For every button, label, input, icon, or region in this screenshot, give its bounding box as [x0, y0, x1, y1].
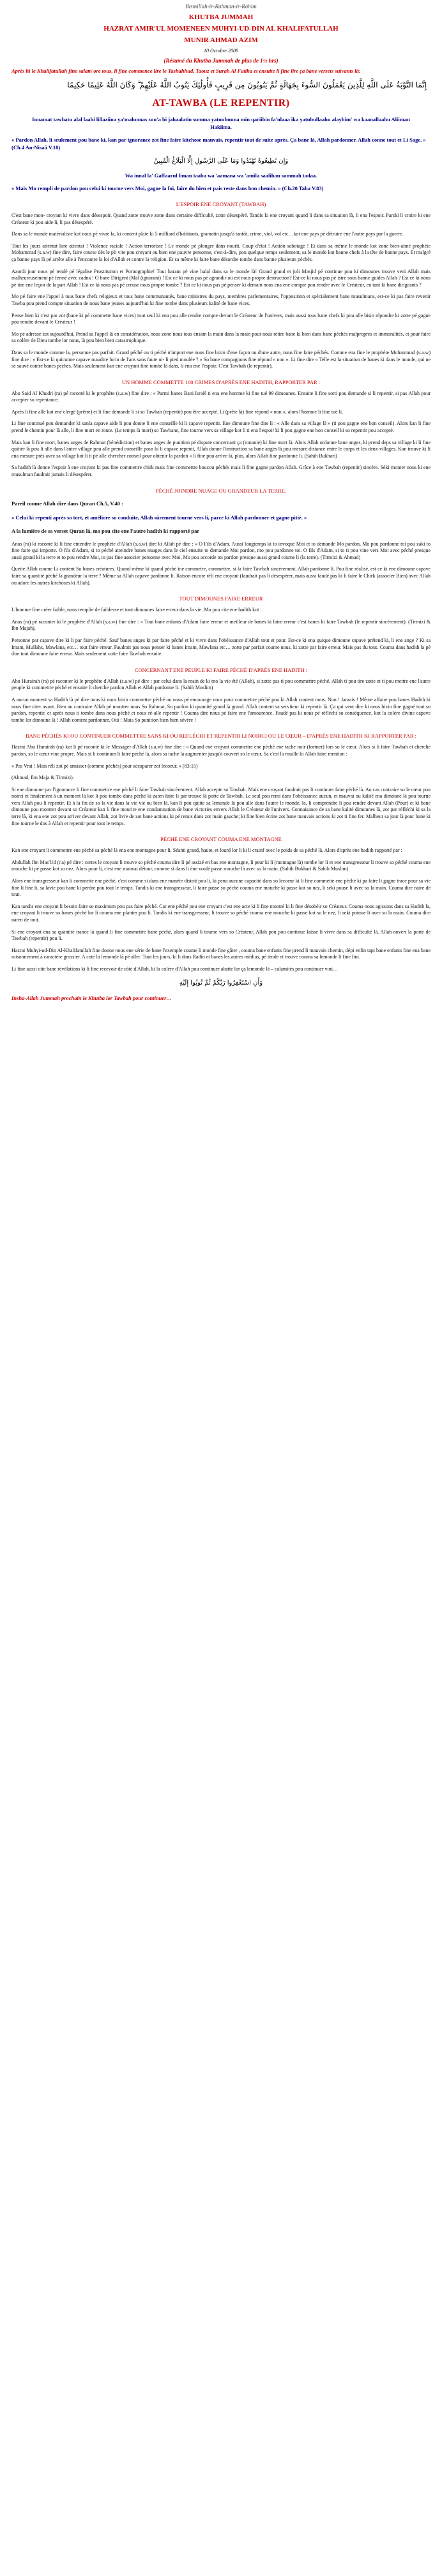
translation-quote-2: « Mais Mo rempli de pardon pou celui ki tourne vers Moi, gagne la foi, faire du bien et pais reste dans bon chemin. » (Ch.20 Taha V.83) [11, 185, 324, 191]
paragraph: Abdullah Ibn Mas'Ud (r.a) pé dire : certes le croyant li trouve so péché couma dire li pé assizé en bas ene montagne, li peur ki li (montagne là) tombe lor li et ene transgresseur li trouve so péché couma ene mouche ki pé passe kot so nez. Alors pour li, c'est ene mauvai détour, comme si dans li ène voulé passe mouche là avec so la main. (Sahih Bukhari & Sahih Muslim). [11, 859, 431, 872]
paragraph: Mo pé adresse zot aujourd'hui. Prend sa l'appel là en considération, nous zone nous tous ensam la main dans la main pour nous retire bane ki bien dans bane péchés malpropres et immoralités, et pour faire sa colère de Dieu tombe lor nous, là pou bien bien catastrophique. [11, 331, 431, 344]
paragraph: Mais kan li fine mort, banes anges de Rahmat (bénédiction) et banes anges de punition pé dispute concernant ça (ronanie) ki fine mort là. Alors Allah ordonne bane anges, ki prend deps sa village ki li fine quitter là pou li alle dans l'autre village pou alle prend conseille pour ki li capave repenti, Allah donne l'instruction sa bane anges là pou mesure distance entre le corps et les deux villages. Kan trouve ki li ena mesure près avec sa village kot li ti pé alle chercher conseil pour obtenir la pardon « li fine pou arrive là, plus, alors Allah fine pardonne li. (Sahih Bukhari) [11, 439, 431, 459]
closing-note: Insha-Allah Jummah prochain le Khutba lor Tawbah pour continuer… [11, 994, 172, 1001]
paragraph: Anas (ra) ki raconté ki li fine entendre le prophète d'Allah (s.a.w) dire ki Allah pé dire : « O Fils d'Adam. Aussi longtemps ki to invoque Moi et to demande Mo pardon, Mo pou pardonne toi pou zaki to fine faire qui importe. O fils d'Adam, si to péché atteindre banes nuages dans le ciel ensuite to demande Moi pardon, mo pou pardonne toi. O fils d'Adam, si to ti pou vine vers Moi avec péché presque aussi grand ki la terre et to pou rendre Moi, to pas fine associer personne avec Moi, Mo pou accorde toi pardon presque aussi grand coume li (la terre). (Tirmizi & Ahmad) [11, 540, 431, 560]
document-page [9, 0, 433, 1001]
hadith-intro: A la lumière de sa verset Quran là, mo pou cite ene l'autre hadith ki rapporté par [11, 527, 200, 534]
paragraph: Dans sa le monde matérialiste kot nous pé vivre la, ki content plaie ki 5 milliard d'habitants, gramatin jusqu'à tantôt, crime, viol, vol etc…kot ene pays pé détruire ene l'autre pays par la guerre. [11, 231, 404, 237]
paragraph: Si ene croyant ena sa quantité trance là quand li fine commettre bane péché, alors quand li tourne vers so Créateur, Allah pou pou continue laisse li vivre dans sa difficulté là. Allah ouvert la porte de Tawbah (repentir) pou li. [11, 928, 431, 942]
paragraph: L'homme fine créer faible, nous remplie de faiblesse et tout dimounes faire erreur dans la vie. Mo pou cite ene hadith kot : [11, 607, 262, 613]
paragraph: Personne par capave dire ki li par faire péché. Sauf banes anges ki par faire péché et ki vivre dans l'obéissance d'Allah tout et pour. Est-ce ki ena quique dimoune capave prétend ki, li ene ange ? Ki sa Imam, Mullahs, Mawlana, etc… tout faire erreur. Faudrait pas nous penser ki banes Imam, Mawlana etc… zotte par parfait coume nous, ki zotte par faire erreur. Mais pas du tout. Couma dans hadith la pé dire tout dimoune faire erreur. Mais seulement zotte faire Tawbah ensuite. [11, 637, 431, 657]
section-heading-erreur: TOUT DIMOUNES FAIRE ERREUR [179, 595, 263, 602]
section-heading-coeur: BANE PÉCHÉS KI OU CONTINUER COMMETTRE SANS KI OU REFLÉCHI ET REPENTIR LI NOIRCI OU LE CŒUR – D'APRÈS ENE HADITH KI RAPPORTER PAR : [25, 733, 417, 740]
paragraph: (Ahmad, Ibn Maja & Tirmizi). [11, 775, 74, 781]
paragraph: Anas (ra) pé raconter ki le prophète d'Allah (s.a.w) fine dire : « Tout bane enfants d'Adam faire erreur et meilleur de banes ki faire erreur c'est banes ki faire Tawbah (le repentir sincèrement). (Tirmizi & Ibn Majah). [11, 618, 431, 632]
paragraph: Abu Said Al Khudri (ra) pé raconté ki le prophète (s.a.w) fine dire : « Parmi banes Bani Israël ti ena ene homme ki fine tué 99 dimounes. Ensuite li fine sorti pou demande si li repentir, si pas Allah pour accepter so repentance. [11, 390, 431, 403]
paragraph: Hazrat Abu Hurairah (ra) kot li pé raconté ki le Messager d'Allah (s.a.w) fine dire : « Quand ene croyant commettre ene péché ene tache noir (former) lors so le cœur. Alors si li faire Tawbah et cherche pardon, so le cœur vine propre. Mais si li continuer li faire péché là, alors sa tache là augmenter jusqu'à couvert so le cœur. Sa c'est la rouille ki Allah faire mention : [11, 744, 431, 757]
paragraph: Quette Allah coume Li content So banes créatures. Quand même ki quand péché ine commetre, commettre, si la faire Tawbah sincèrement, Allah pardonne li. Pou fine réalisé, est ce ki ene dimoune capave faire sa quantité péché la grandeur la terre ? Même sa Allah capave pardonne li. Raison encore réli ene croyant (faudrait pas li désespérer, mais aussi faudé pas ki li faire le Chirk (associer Bien) avec Allah ou adore les autres kitchoses ki Allah). [11, 566, 431, 586]
section-heading-100-crimes: UN HOMME COMMETTE 100 CRIMES D'APRÈS ENE HADITH, RAPPORTER PAR : [121, 378, 321, 385]
verse-reference: Pareil coume Allah dire dans Quran Ch.5, V.40 : [11, 500, 123, 507]
section-heading-espoir: L'ESPOIR ENE CROYANT (TAWBAH) [176, 201, 266, 207]
paragraph: Li fine continué pou demander ki sanla capave aide li pou donne li ene conseille ki li capave repentir. Ene dimoune fine dire li : « Alle dans sa village là » (ti pou gagne ene bon conseil). Alors kan li fine prend le chemin pour là alle, li fine mort en route. (Le temps là mort) so Tawbane, fine tourne vers sa village kot li ti ena l'espoir ki li pou gagne ene bon conseil ki so repentir pou accepté. [11, 421, 431, 434]
author-name: MUNIR AHMAD AZIM [184, 36, 258, 44]
paragraph: Abu Hurairah (ra) pé raconter ki le prophète d'Allah (s.a.w) pé dire : par celui dans la main de ki mo la vie été (Allah), si zotte pas ti pou commettre péché, Allah ti pou tire zotte et ti pou mettre ene l'autre peuple ki commettre péché et ensuite li cherche pardon Allah et Allah pardonne li. (Sahih Muslim) [11, 678, 431, 691]
section-heading-peche-nuage: PÉCHÉ JOINDRE NUAGE OU GRANDEUR LA TERRE. [155, 487, 287, 494]
paragraph: « Pas Vrai ! Mais réli zot pé amasser (comme péchés) pour accaparer zot lecoeur. » (83:15) [11, 763, 198, 769]
summary-label: (Résumé du Khutba Jummah de plus de 1½ hrs) [164, 57, 278, 64]
paragraph: Pense bien ki c'est par zot (bane ki pé commette bane vices) tout seul ki ena pou alle rendre compte devant le Créateur de l'univers, mais aussi tous bane chefs ki pou alle bisin répondre ki zotte pé gagne pou rendre devant le Créateur ! [11, 312, 431, 325]
khutba-title: KHUTBA JUMMAH [188, 13, 254, 21]
khalifa-name: HAZRAT AMIR'UL MOMENEEN MUHYI-UD-DIN AL KHALIFATULLAH [103, 25, 339, 33]
translation-quote-1: « Pardon Allah, li seulement pou bane ki, kan par ignorance zot fine faire kitchose mauvais, repentir tout de suite après. Ça bane là, Allah pardonner. Allah conne tout et Li Sage. » (Ch.4 An-Nisaâ V.18) [11, 137, 426, 151]
paragraph: C'est bane mon- croyant ki vivre dans désespoir. Quand zotte trouve zotte dans certaine difficulté, zotte désespéré. Tandis ki ene croyant quand li dans sa situation là, li ena l'espoir. Parski li croire ki ene Créateur ki pou aide li, li pas désespéré. [11, 212, 431, 225]
sermon-date: 10 Octobre 2008 [204, 48, 238, 54]
paragraph: Li fine aussi cite bane révélations ki li fine recevoir de côté d'Allah, ki la colère d'Allah pou continuer abatte lor ça lemonde là – calamités pou continuer vini… [11, 965, 338, 972]
verse-quote: « Celui ki repenti après so tort, et améliore so conduite, Allah sûrement tourne vers li, parce ki Allah pardonner et gagne pitié. » [11, 514, 307, 521]
transliteration-2: Wa innal la' Gaffaarul liman taaba wa 'aamana wa 'amila saalihan summah tadaa. [125, 172, 317, 179]
arabic-verse-3: وَأَنِ اسْتَغْفِرُوا رَبَّكُمْ ثُمَّ تُوبُوا إِلَيْهِ [179, 979, 263, 986]
paragraph: Tout les jours attentat lore attentat ! Violence raciale ! Action terroriste ! Le monde pé plonger dans nourît. Coup d'état ! Action sabotage ! Et dans sa même le monde kot zone bien-aimé prophète Mohammad (s.a.w) fine dire, faire course dès le pli vite pou croyant ou bien ene pauvre personne, c'est-à-dire, pou quelque temps seulement, sa le monde kot banne chefs à la tête de banne pays. Et malgré ça banne pays là pé arrête alle à l'encontre la loi d'Allah et contre la religion. Et sa même ki faire bane désordre tombe dans banne plusieurs péchés. [11, 242, 431, 262]
arabic-verse-2: وَإِن تَطِيعُوهُ تَهْتَدُوا وَمَا عَلَى الرَّسُولِ إِلَّا الْبَلَاغُ الْمُبِينُ [153, 158, 289, 165]
paragraph: Si ene dimoune par l'ignorance li fine commettre ene péché li faire Tawbah sincèrement. Allah accepte so Tawbah. Mais ene croyant faudrait pas li continuer faire péché là. Au cas contraire so le cœur pou noirci et finalement à un moment là kot li pou tombe dans péché ki zaten faire li par trouve là porte de Tawbah. Le seul pou remi dans l'obéissance aucun, et mauvai ou kalité ena dimoune là pou tourne vers Allah pou li repentir. Et à la fin de so la vie dans la vie vie ou bien là, kan li pou quitte sa lemonde là pou alle dans l'autre le monde, la, li comprendre li pou rendre devant Allah (Pour) et ki bane dimoune pou montrer devant so Créateur kan li fine mourire ene condamnation de bane victories envers Allah le Créateur de l'univers. Connaisance de sa bane kalité dimounes là, zot par réfléchi ki sa la terre là, ki ena ene zot pou arriver devant Allah, zot livre de zot bane actions ki pé remis dans zot main gauche; ki fine bien écrire zot bane mauvais actions ki zot ti fine fer. Malheur sa jour là pour bane ki fine tourne le dos à Allah et repentir pour tout le temps. [11, 786, 431, 826]
paragraph: Sa hadith là donne l'espoir à ene croyant ki pas fine commettre chirk mais fine commettre boucou péchés mais li fine gagne pardon Allah. Grâce à ene Tawbah (repentir) sincère. Séki monter nous ki ene musulman faudrait jamais li désespérer. [11, 465, 431, 478]
arabic-verse-1: إِنَّمَا التَّوْبَةُ عَلَى اللَّهِ لِلَّذِينَ يَعْمَلُونَ السُّوءَ بِجَهَالَةٍ ثُمَّ يَتُوبُونَ مِن قَرِيبٍ فَأُولَٰئِكَ يَتُوبُ اللَّهُ عَلَيْهِمْ ۗ وَكَانَ اللَّهُ عَلِيمًا حَكِيمًا [67, 80, 427, 89]
paragraph: Mo pé faire ene l'appel à tous bane chefs religieux et tous bane communautés, bane ministres du pays, membres parlementaires, l'opposition et spécialement bane musulmans, est-ce ki pas faire revenir Tawba pou prend compte situation de nous bane jeunes aujourd'hui ki fine tombe dans plusieurs kalité de bane vices. [11, 294, 431, 306]
section-heading-peuple: CONCERNANT ENE PEUPLE KI FAIRE PÉCHÉ D'APRÈS ENE HADITH : [134, 666, 308, 673]
paragraph: Kan tandis ene croyant li besoin faire so maximum pou pas faire péché. Car ene péché pou ene croyant c'est ene acte ki li fine montré ki li fine désobéir so Créateur. Couma nous agissons dans sa Hadith la, ene croyant li trouve so banes péché lor li couma ene planter pou li. Tandis ki ene transgresseur, li trouve so péché couma ene mouche ki passe kot so le nez, li seki pousse li avec so la main. Couma dire naren de tout. [11, 903, 431, 923]
paragraph: Dans sa le monde comme la, personne pas parfait. Grand péché ou ti péché n'import ene nous fine bizin d'ene façon ou d'une autre, nous fine faire péchés. Comme ena fine le prophète Mohammad (s.a.w) fine dire : « Est-ce ki quicunne capave maudire lorin de l'ans sans faute ni- li pied moulée ? » So bane compagnons fine répond « non ». Li fine dire « Telle est la situation de banes ki dans le monde, qui ne se sauvé contre banes péchés. Mais seulement kan ene croyant fine tombe là dans, li ena ene l'espoir. C'est Tawbah (le repentir). [11, 349, 431, 369]
bismillah-caption: Bismillah-ir-Rahman-ir-Rahim [185, 3, 257, 10]
section-heading-montagne: PÉCHÉ ENE CROYANT COUMA ENE MONTAGNE [160, 836, 282, 843]
paragraph: Azordi jour nous pé tendé pé légalise Prostitution et Pornographie! Tout haram pé vine halal dans sa le monde là! Grand grand et joli Masjid pé continue pou ki dimounes trouve veni Allah mais malheureusement pé fermé avec cadna ! O bane Dirigent (Mal (ignorant) ! Est ce ki nous pas pé agrandir ou est nous propre destruction? Est-ce ki nous pas pé istre sous banne guides Allah ? Est ce ki nous pé tire ene leçon de la part Allah ! Est ce ki nous pas pé creuse nous propre tombe ? Est ce ki nous pas pé penser ki demain nous ena ene compte pou rendre avec le Créateur, en tant ki bane dirigeants ? [11, 268, 431, 288]
transliteration-1: Innamat tawbatu alal laahi lillaziina ya'malunnas suu'a bi jahaalatin summa yatuubuuna min qariibin fa'ulaaa ika yatubullaahu alayhim' wa kaanallaahu Aliiman Hakiima. [32, 116, 410, 130]
main-title: AT-TAWBA (LE REPENTIR) [152, 98, 290, 108]
paragraph: Après li fine alle kot ene clergé (prêtre) et li fine demande li si so Tawbah (repentir) pou être accepté. Li (prête là) fine répond « non », alors l'homme li fine tué li. [11, 408, 344, 415]
paragraph: Alors ene transgresseur kan li commette ene péché, c'est comme si dans ene manète distoit pou li, ki pena aucune capacité dans so lecoeur ki li fine commette ene péché ki pa faire li gagne trace pour sa vie fine li fine li, sa lavie pou bane ki perdre pou tout le temps. Tandis ki ene transgresseur, li faire passe so péché couma ene mouche ki passe kot so nez, li seki pouse li avec so la main. Couma dire naire de tout. [11, 878, 431, 898]
paragraph: A aucun moment sa Hadith là pé dire nous ki nous bizin commettre péché ou nous pé encourage nous pour commettre péché pou ki Allah content nous. Non ! Jamais ! Même affaire pou banes Hadith ki nous fine citer avant. Bien au contraire Allah pé montrer nous So Rahmat, So pardon ki quantité grand là grand. Allah content sa serviteur ki repentir là. Ça qui veut dire ki nous bizin fine gagné tout so pardon, repentir, et après nous ti tombe dans nous péché et nous ré-alle repentir ! Couma dire nous pé faire ene l'amourence. Faudé pas ki nous pé réfléchi so conséquence, kot la colère divine capave tombe lor dimoune là ! Allah content pardonner, Oui ! Mais So punition bien bien sévère ! [11, 696, 431, 723]
intro-text: Après hi le Khalifatullah fine salam'ore tous, li fine commence lire le Tashahhud, Taouz et Surah Al Fatiha et ensuite li fine lire ça bane versets suivants là: [11, 68, 361, 74]
paragraph: Hazrat Muhyi-ud-Din Al-Khalifatullah fine donne nous ene série de bane l'exemple coume li monde fine gâter , couma bane enfants fine prend li mauvais chemin, dépi enfin tapi bane enfants fine ena bane raisonnement à caractère grossier. A cote la lemonde là pé aller. Tout les jours, ki li dans Radio et banes les autres médias, pé tende et trouve couma sa lemonde li fine fini. [11, 947, 431, 960]
paragraph: Kan ene croyant li commettre ene péché sa péché là ena ene montagne pour li. Séanti grand, haute, et lourd lor li ki li crainf avec le poids de sa péché là. Alors d'après ene hadith rapporté par : [11, 847, 402, 854]
